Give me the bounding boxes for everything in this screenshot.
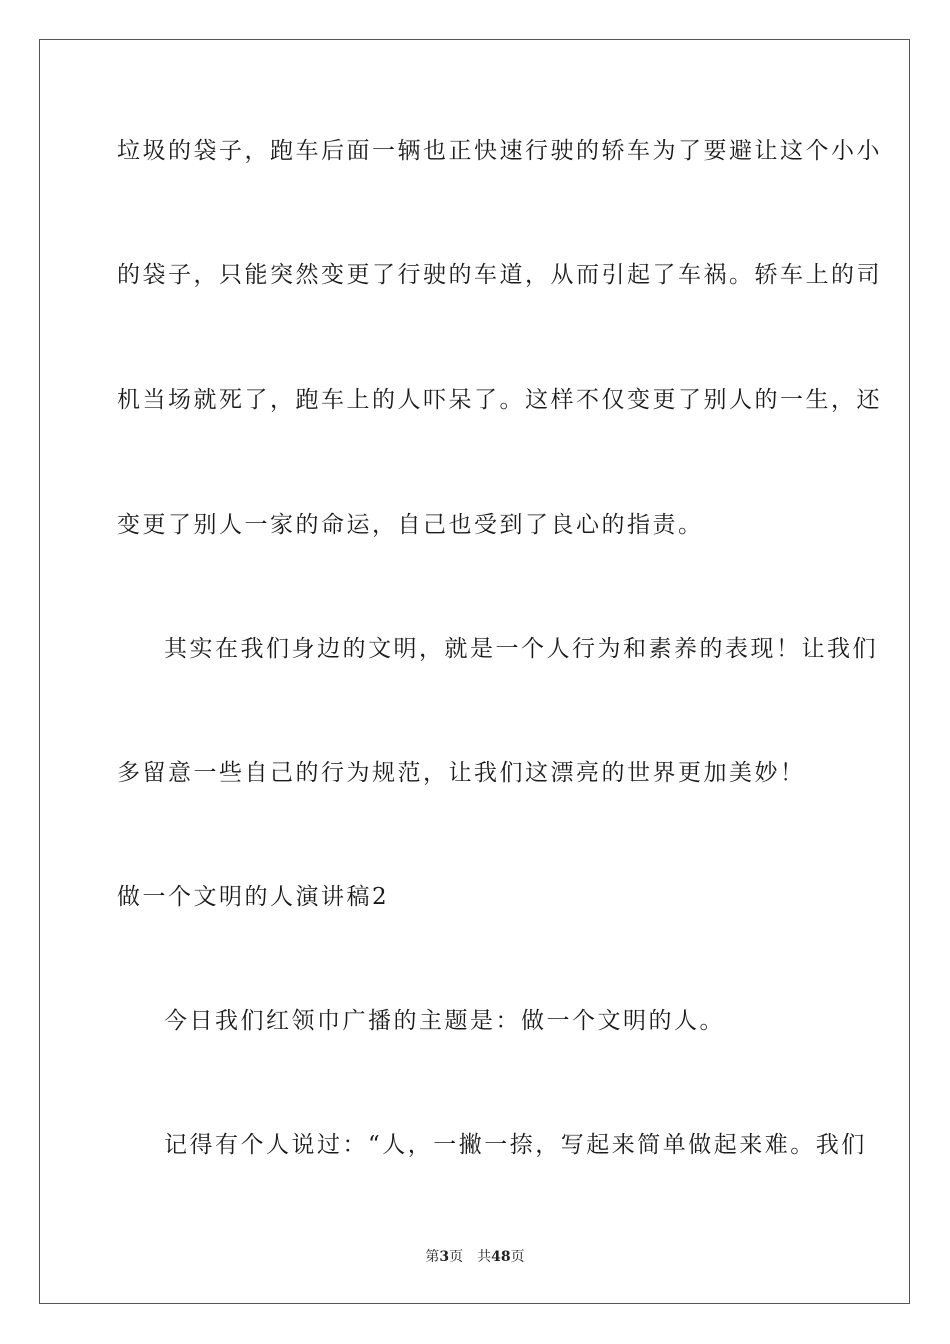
body-line-3: 机当场就死了，跑车上的人吓呆了。这样不仅变更了别人的一生，还 — [117, 387, 882, 413]
page-border — [39, 39, 910, 1304]
section-heading: 做一个文明的人演讲稿2 — [117, 884, 390, 910]
page-suffix: 页 — [449, 1249, 464, 1265]
page-number: 3 — [439, 1249, 450, 1265]
page-footer — [0, 1248, 950, 1266]
page-prefix: 第 — [425, 1249, 440, 1265]
body-line-4: 变更了别人一家的命运，自己也受到了良心的指责。 — [117, 512, 704, 538]
body-line-6: 多留意一些自己的行为规范，让我们这漂亮的世界更加美妙！ — [117, 760, 806, 786]
body-line-5: 其实在我们身边的文明，就是一个人行为和素养的表现！让我们 — [164, 636, 878, 662]
total-pages: 48 — [491, 1249, 511, 1265]
total-prefix: 共 — [477, 1249, 492, 1265]
body-line-7: 今日我们红领巾广播的主题是：做一个文明的人。 — [164, 1008, 725, 1034]
body-line-8: 记得有个人说过：“人，一撇一捺，写起来简单做起来难。我们 — [164, 1132, 867, 1158]
total-suffix: 页 — [510, 1249, 525, 1265]
body-line-2: 的袋子，只能突然变更了行驶的车道，从而引起了车祸。轿车上的司 — [117, 262, 882, 288]
body-line-1: 垃圾的袋子，跑车后面一辆也正快速行驶的轿车为了要避让这个小小 — [117, 138, 882, 164]
